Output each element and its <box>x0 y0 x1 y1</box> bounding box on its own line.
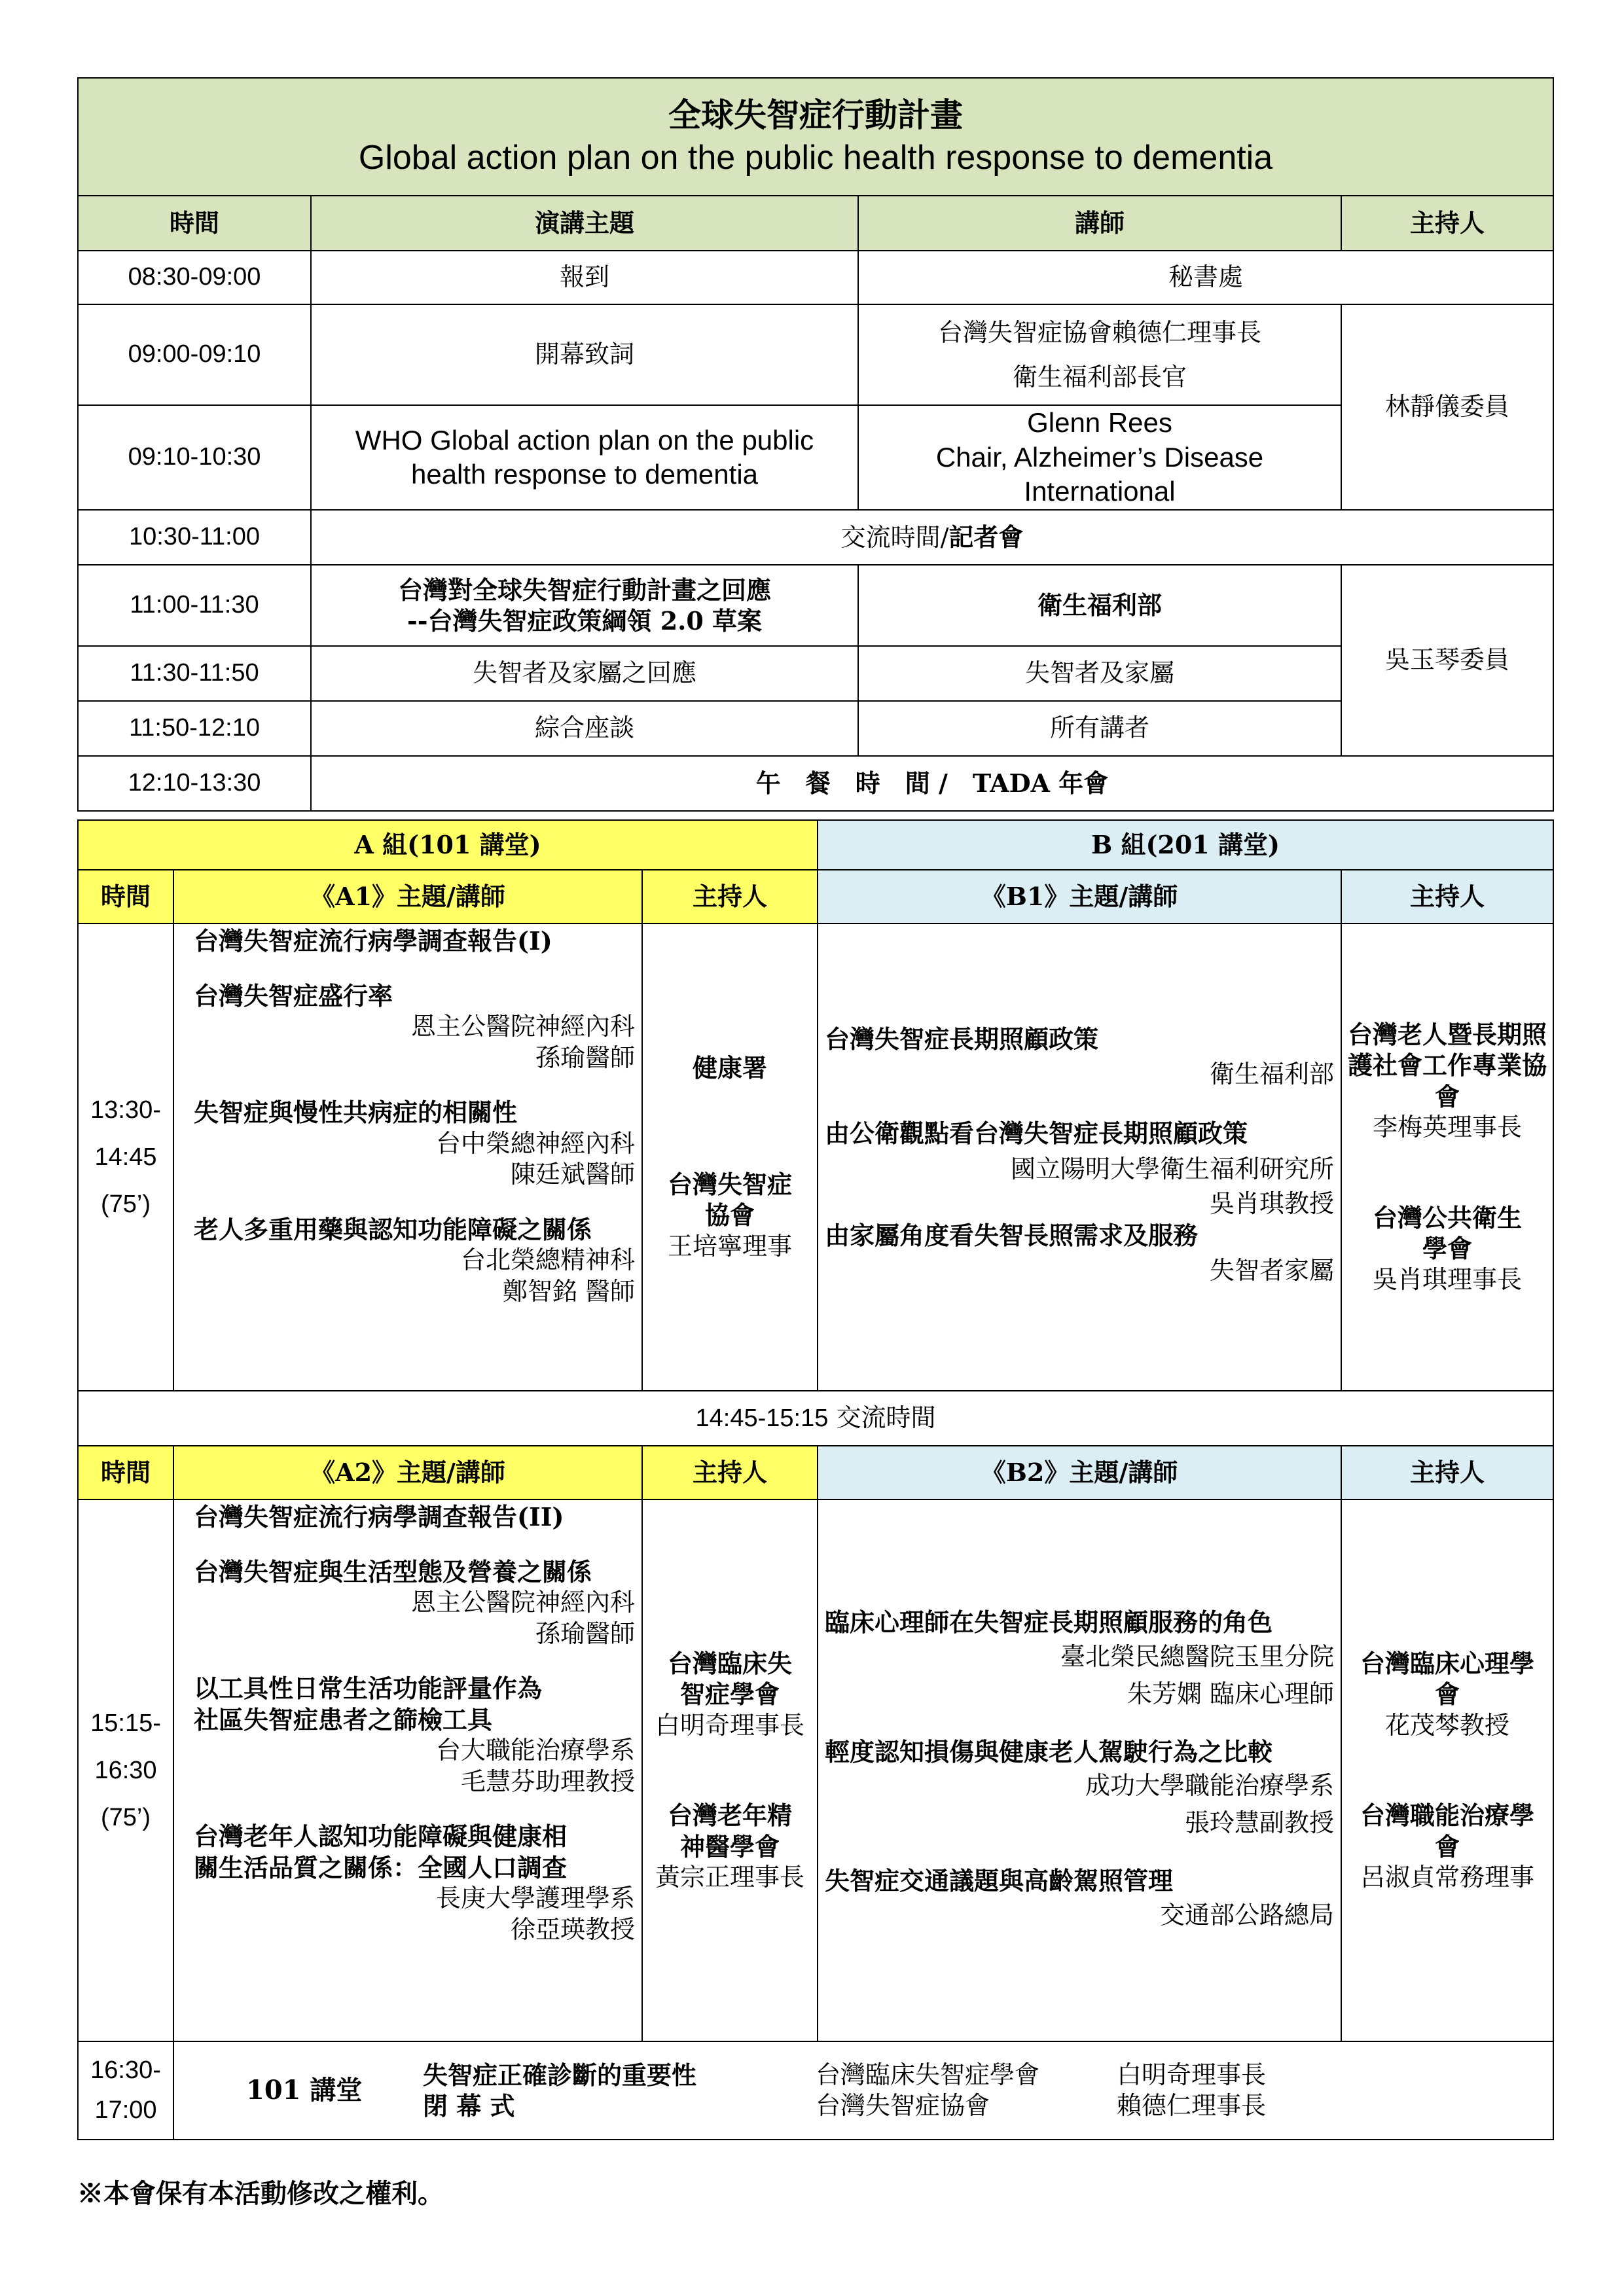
talk-topic: 失智症交通議題與高齡駕照管理 <box>825 1866 1174 1896</box>
talk-org: 長庚大學護理學系 <box>435 1884 635 1912</box>
table-row <box>78 251 1553 304</box>
group-b-header: B 組(201 講堂) <box>818 820 1553 870</box>
row-time: 11:30-11:50 <box>78 646 311 701</box>
session2-b-topics <box>818 1499 1341 2041</box>
closing-room: 101 講堂 <box>246 2075 363 2106</box>
host-name: 白明奇理事長 <box>655 1710 805 1740</box>
time-line: 14:45 <box>94 1143 157 1171</box>
host-name: 黃宗正理事長 <box>655 1863 805 1892</box>
closing-row <box>78 2041 1553 2140</box>
host-org: 台灣臨床心理學會 <box>1360 1648 1535 1709</box>
talk-speaker: 朱芳嫻 臨床心理師 <box>1127 1679 1335 1708</box>
talk-speaker: 孫瑜醫師 <box>535 1619 635 1648</box>
session2-b-head: 《B2》主題/講師 <box>818 1446 1341 1499</box>
session1-a-topics <box>173 924 642 1391</box>
topic-bold: 記者會 <box>948 522 1024 552</box>
closing-org: 台灣失智症協會 <box>816 2091 990 2120</box>
row-topic <box>311 510 1553 565</box>
talk-org: 臺北榮民總醫院玉里分院 <box>1060 1641 1335 1671</box>
host-name: 李梅英理事長 <box>1373 1113 1523 1142</box>
topic-line: --台灣失智症政策綱領 2.0 草案 <box>406 606 763 636</box>
session2-time-head: 時間 <box>78 1446 173 1499</box>
talk-org: 台大職能治療學系 <box>435 1736 635 1765</box>
break-label: 交流時間 <box>836 1403 936 1432</box>
host-name: 王培寧理事 <box>668 1231 793 1261</box>
row-speaker: 所有講者 <box>858 701 1341 756</box>
host-org: 台灣老年精神醫學會 <box>668 1801 793 1861</box>
closing-host-line <box>816 2090 1266 2122</box>
session1-row <box>78 924 1553 1391</box>
talk-topic: 臨床心理師在失智症長期照顧服務的角色 <box>825 1607 1273 1638</box>
session2-row <box>78 1499 1553 2041</box>
talk-topic: 由公衛觀點看台灣失智症長期照顧政策 <box>825 1119 1248 1149</box>
talk-org: 失智者家屬 <box>1210 1256 1335 1285</box>
host-org: 台灣臨床失智症學會 <box>668 1648 793 1709</box>
session2-a-host-head: 主持人 <box>642 1446 818 1499</box>
talk-topic: 由家屬角度看失智長照需求及服務 <box>825 1220 1199 1250</box>
table-row <box>78 565 1553 646</box>
closing-topic: 失智症正確診斷的重要性 <box>423 2060 697 2090</box>
break-time: 14:45-15:15 <box>695 1404 829 1432</box>
table-row <box>78 405 1553 510</box>
talk-speaker: 吳肖琪教授 <box>1210 1189 1335 1219</box>
session1-b-head: 《B1》主題/講師 <box>818 870 1341 924</box>
table-row <box>78 701 1553 756</box>
host-name: 花茂棽教授 <box>1385 1710 1510 1740</box>
talk-speaker: 毛慧芬助理教授 <box>460 1767 635 1796</box>
time-line: 15:15- <box>90 1709 161 1737</box>
session2-a-host <box>642 1499 818 2041</box>
host-org: 台灣職能治療學會 <box>1360 1801 1535 1861</box>
session2-b-host <box>1341 1499 1553 2041</box>
topic-plain: 交流時間/ <box>840 522 949 552</box>
talk-speaker: 徐亞瑛教授 <box>510 1914 635 1944</box>
time-line: 16:30- <box>90 2056 161 2085</box>
schedule-table-afternoon <box>77 819 1554 2140</box>
host-name: 呂淑貞常務理事 <box>1360 1863 1535 1892</box>
talk-topic: 關生活品質之關係：全國人口調查 <box>194 1852 568 1882</box>
closing-hosts <box>816 2060 1266 2122</box>
time-line: 17:00 <box>94 2096 157 2124</box>
talk-org: 國立陽明大學衛生福利研究所 <box>1011 1154 1335 1183</box>
row-speaker: 衛生福利部 <box>858 565 1341 646</box>
host-name: 吳肖琪理事長 <box>1373 1265 1523 1294</box>
speaker-line: Glenn Rees <box>1027 407 1172 439</box>
session1-b-topics <box>818 924 1341 1391</box>
break-cell <box>78 1391 1553 1446</box>
title-cn: 全球失智症行動計畫 <box>668 95 964 134</box>
session1-b-host <box>1341 924 1553 1391</box>
closing-topic: 閉 幕 式 <box>423 2091 515 2121</box>
host-org: 健康署 <box>693 1053 768 1083</box>
closing-cell <box>173 2041 1553 2140</box>
row-speaker: 失智者及家屬 <box>858 646 1341 701</box>
talk-topic: 台灣老年人認知功能障礙與健康相 <box>194 1821 568 1851</box>
talk-topic: 台灣失智症盛行率 <box>194 980 393 1011</box>
host-org: 台灣公共衛生學會 <box>1373 1202 1523 1264</box>
talk-org: 恩主公醫院神經內科 <box>410 1012 635 1041</box>
row-topic: 綜合座談 <box>311 701 858 756</box>
row-time: 08:30-09:00 <box>78 251 311 304</box>
table-row <box>78 304 1553 405</box>
talk-org: 恩主公醫院神經內科 <box>410 1588 635 1617</box>
row-topic: 開幕致詞 <box>311 304 858 405</box>
row-time: 09:00-09:10 <box>78 304 311 405</box>
session1-a-host-head: 主持人 <box>642 870 818 924</box>
talk-topic: 台灣失智症長期照顧政策 <box>825 1024 1099 1054</box>
talk-topic: 台灣失智症與生活型態及營養之關係 <box>194 1556 592 1587</box>
talk-org: 台北榮總精神科 <box>460 1246 635 1274</box>
row-topic: 午 餐 時 間 / TADA 年會 <box>311 756 1553 811</box>
title-en: Global action plan on the public health response to dementia <box>358 138 1273 177</box>
row-topic <box>311 565 858 646</box>
row-time: 11:00-11:30 <box>78 565 311 646</box>
talk-speaker: 陳廷斌醫師 <box>510 1160 635 1189</box>
session-title: 台灣失智症流行病學調查報告(I) <box>194 926 552 956</box>
row-time: 10:30-11:00 <box>78 510 311 565</box>
row-topic: WHO Global action plan on the public health response to dementia <box>311 405 858 510</box>
topic-line: 台灣對全球失智症行動計畫之回應 <box>397 575 771 605</box>
talk-speaker: 張玲慧副教授 <box>1185 1808 1335 1838</box>
talk-org: 台中榮總神經內科 <box>435 1128 635 1158</box>
host-org: 台灣失智症協會 <box>668 1169 793 1230</box>
talk-org: 交通部公路總局 <box>1160 1900 1335 1929</box>
closing-time <box>78 2041 173 2140</box>
talk-speaker: 孫瑜醫師 <box>535 1043 635 1072</box>
row-topic: 失智者及家屬之回應 <box>311 646 858 701</box>
closing-org: 台灣臨床失智症學會 <box>816 2060 1040 2089</box>
group-a-header: A 組(101 講堂) <box>78 820 818 870</box>
time-line: 16:30 <box>94 1756 157 1784</box>
row-time: 11:50-12:10 <box>78 701 311 756</box>
talk-topic: 輕度認知損傷與健康老人駕駛行為之比較 <box>825 1736 1273 1767</box>
talk-speaker: 鄭智銘 醫師 <box>502 1276 635 1306</box>
speaker-line: 台灣失智症協會賴德仁理事長 <box>937 317 1261 347</box>
time-line: (75’) <box>100 1804 151 1832</box>
closing-name: 白明奇理事長 <box>1117 2060 1267 2089</box>
speaker-line: 衛生福利部長官 <box>1012 363 1187 391</box>
session2-b-host-head: 主持人 <box>1341 1446 1553 1499</box>
session2-a-head: 《A2》主題/講師 <box>173 1446 642 1499</box>
session-title: 台灣失智症流行病學調查報告(II) <box>194 1502 564 1532</box>
speaker-line: Chair, Alzheimer’s Disease International <box>935 441 1264 507</box>
closing-name: 賴德仁理事長 <box>1117 2091 1267 2120</box>
schedule-table-morning <box>77 77 1554 812</box>
col-topic: 演講主題 <box>311 196 858 251</box>
footer-note: ※本會保有本活動修改之權利。 <box>77 2178 444 2209</box>
talk-org: 衛生福利部 <box>1210 1060 1335 1089</box>
break-row <box>78 1391 1553 1446</box>
time-line: 13:30- <box>90 1096 161 1124</box>
session1-time <box>78 924 173 1391</box>
talk-topic: 老人多重用藥與認知功能障礙之關係 <box>194 1214 592 1244</box>
session2-time <box>78 1499 173 2041</box>
talk-topic: 社區失智症患者之篩檢工具 <box>194 1704 493 1734</box>
table-row <box>78 756 1553 811</box>
closing-host-line <box>816 2060 1266 2091</box>
table-row <box>78 510 1553 565</box>
row-time: 12:10-13:30 <box>78 756 311 811</box>
talk-topic: 以工具性日常生活功能評量作為 <box>194 1674 543 1703</box>
row-host: 林靜儀委員 <box>1341 304 1553 510</box>
talk-topic: 失智症與慢性共病症的相關性 <box>194 1098 518 1127</box>
row-speaker <box>858 304 1341 405</box>
col-host: 主持人 <box>1341 196 1553 251</box>
col-time: 時間 <box>78 196 311 251</box>
row-time: 09:10-10:30 <box>78 405 311 510</box>
session1-time-head: 時間 <box>78 870 173 924</box>
row-host: 吳玉琴委員 <box>1341 565 1553 756</box>
session1-b-host-head: 主持人 <box>1341 870 1553 924</box>
closing-topics <box>397 2060 816 2122</box>
session2-a-topics <box>173 1499 642 2041</box>
time-line: (75’) <box>100 1191 151 1219</box>
table-row <box>78 646 1553 701</box>
row-topic: 報到 <box>311 251 858 304</box>
row-speaker: 秘書處 <box>858 251 1553 304</box>
session1-a-host <box>642 924 818 1391</box>
talk-org: 成功大學職能治療學系 <box>1085 1771 1335 1801</box>
host-org: 台灣老人暨長期照護社會工作專業協會 <box>1348 1019 1547 1111</box>
col-speaker: 講師 <box>858 196 1341 251</box>
session1-a-head: 《A1》主題/講師 <box>173 870 642 924</box>
header-cell <box>78 78 1553 196</box>
row-speaker <box>858 405 1341 510</box>
